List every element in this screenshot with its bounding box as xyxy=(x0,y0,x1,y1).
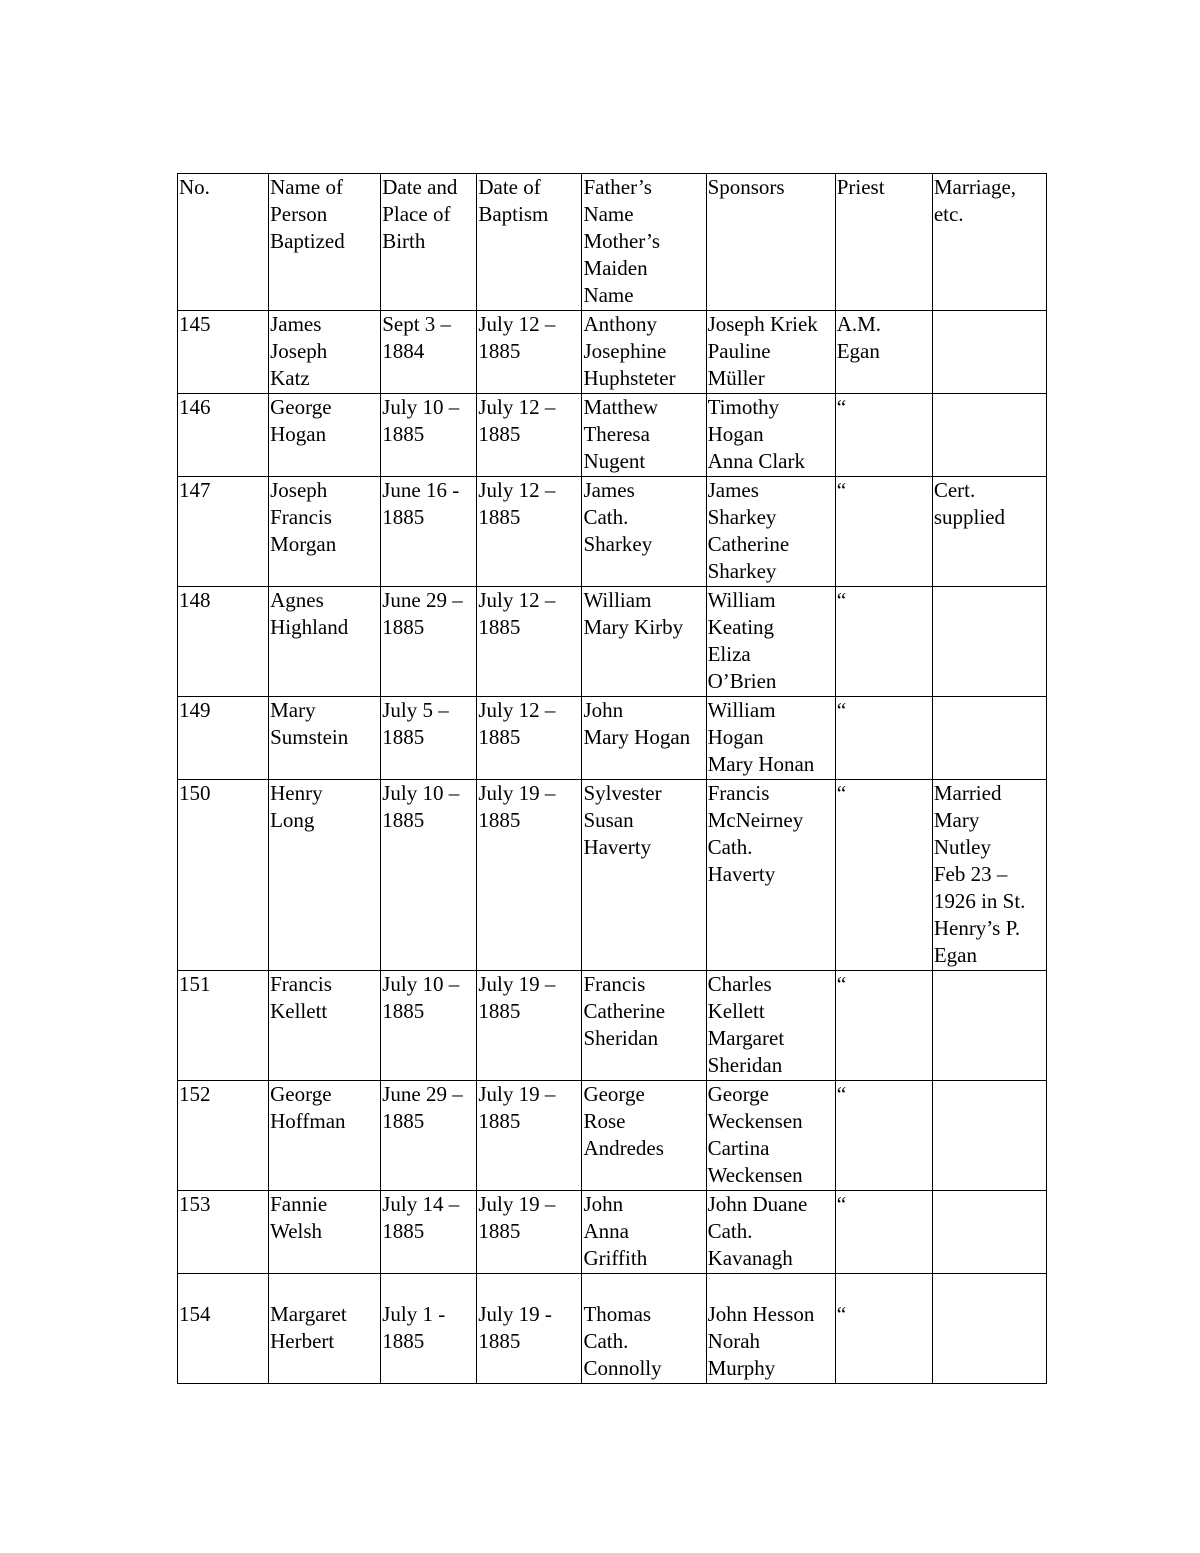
cell-baptism: July 19 – 1885 xyxy=(477,971,582,1081)
cell-baptism: July 19 - 1885 xyxy=(477,1274,582,1384)
cell-sponsors: Timothy Hogan Anna Clark xyxy=(706,394,835,477)
header-baptism: Date of Baptism xyxy=(477,174,582,311)
cell-marriage xyxy=(932,394,1046,477)
cell-priest: “ xyxy=(835,394,932,477)
cell-marriage xyxy=(932,311,1046,394)
header-no: No. xyxy=(178,174,269,311)
table-row xyxy=(178,394,1047,477)
cell-sponsors: Joseph Kriek Pauline Müller xyxy=(706,311,835,394)
table-row xyxy=(178,1191,1047,1274)
table-row xyxy=(178,697,1047,780)
cell-parents: John Anna Griffith xyxy=(582,1191,706,1274)
cell-baptism: July 19 – 1885 xyxy=(477,1081,582,1191)
cell-marriage xyxy=(932,1274,1046,1384)
cell-baptism: July 12 – 1885 xyxy=(477,394,582,477)
cell-no: 149 xyxy=(178,697,269,780)
cell-birth: July 10 – 1885 xyxy=(381,780,477,971)
cell-name: George Hogan xyxy=(269,394,381,477)
cell-baptism: July 12 – 1885 xyxy=(477,311,582,394)
header-row xyxy=(178,174,1047,311)
cell-baptism: July 19 – 1885 xyxy=(477,780,582,971)
cell-priest: “ xyxy=(835,477,932,587)
cell-marriage xyxy=(932,971,1046,1081)
cell-marriage xyxy=(932,587,1046,697)
cell-birth: July 10 – 1885 xyxy=(381,971,477,1081)
cell-marriage xyxy=(932,1191,1046,1274)
cell-sponsors: William Keating Eliza O’Brien xyxy=(706,587,835,697)
cell-baptism: July 12 – 1885 xyxy=(477,587,582,697)
cell-no: 152 xyxy=(178,1081,269,1191)
table-row xyxy=(178,587,1047,697)
cell-name: Fannie Welsh xyxy=(269,1191,381,1274)
cell-parents: Francis Catherine Sheridan xyxy=(582,971,706,1081)
baptism-register-table xyxy=(177,173,1047,1384)
cell-parents: Sylvester Susan Haverty xyxy=(582,780,706,971)
cell-priest: “ xyxy=(835,1081,932,1191)
cell-birth: June 29 – 1885 xyxy=(381,587,477,697)
cell-no: 146 xyxy=(178,394,269,477)
cell-no: 151 xyxy=(178,971,269,1081)
cell-no: 145 xyxy=(178,311,269,394)
cell-priest: “ xyxy=(835,697,932,780)
header-birth: Date and Place of Birth xyxy=(381,174,477,311)
table-row xyxy=(178,971,1047,1081)
cell-no: 147 xyxy=(178,477,269,587)
cell-no: 154 xyxy=(178,1274,269,1384)
register-body xyxy=(178,311,1047,1384)
cell-parents: Anthony Josephine Huphsteter xyxy=(582,311,706,394)
cell-priest: “ xyxy=(835,587,932,697)
table-row xyxy=(178,1081,1047,1191)
cell-sponsors: Charles Kellett Margaret Sheridan xyxy=(706,971,835,1081)
cell-name: James Joseph Katz xyxy=(269,311,381,394)
table-row xyxy=(178,780,1047,971)
cell-parents: James Cath. Sharkey xyxy=(582,477,706,587)
cell-no: 153 xyxy=(178,1191,269,1274)
cell-priest: “ xyxy=(835,780,932,971)
cell-no: 148 xyxy=(178,587,269,697)
cell-baptism: July 12 – 1885 xyxy=(477,477,582,587)
cell-birth: Sept 3 – 1884 xyxy=(381,311,477,394)
cell-birth: July 5 – 1885 xyxy=(381,697,477,780)
cell-sponsors: John Hesson Norah Murphy xyxy=(706,1274,835,1384)
cell-sponsors: Francis McNeirney Cath. Haverty xyxy=(706,780,835,971)
table-row xyxy=(178,477,1047,587)
cell-birth: July 10 – 1885 xyxy=(381,394,477,477)
header-priest: Priest xyxy=(835,174,932,311)
cell-birth: June 16 - 1885 xyxy=(381,477,477,587)
cell-no: 150 xyxy=(178,780,269,971)
cell-sponsors: James Sharkey Catherine Sharkey xyxy=(706,477,835,587)
cell-name: Margaret Herbert xyxy=(269,1274,381,1384)
cell-parents: Thomas Cath. Connolly xyxy=(582,1274,706,1384)
cell-parents: Matthew Theresa Nugent xyxy=(582,394,706,477)
cell-birth: June 29 – 1885 xyxy=(381,1081,477,1191)
table-row xyxy=(178,311,1047,394)
cell-parents: John Mary Hogan xyxy=(582,697,706,780)
cell-marriage: Cert. supplied xyxy=(932,477,1046,587)
cell-birth: July 1 - 1885 xyxy=(381,1274,477,1384)
cell-name: Joseph Francis Morgan xyxy=(269,477,381,587)
cell-name: Henry Long xyxy=(269,780,381,971)
cell-marriage: Married Mary Nutley Feb 23 – 1926 in St. Henry’s P. Egan xyxy=(932,780,1046,971)
table-row xyxy=(178,1274,1047,1384)
cell-priest: “ xyxy=(835,971,932,1081)
cell-marriage xyxy=(932,697,1046,780)
header-sponsors: Sponsors xyxy=(706,174,835,311)
cell-parents: William Mary Kirby xyxy=(582,587,706,697)
cell-name: Agnes Highland xyxy=(269,587,381,697)
header-parents: Father’s Name Mother’s Maiden Name xyxy=(582,174,706,311)
cell-baptism: July 12 – 1885 xyxy=(477,697,582,780)
cell-name: Mary Sumstein xyxy=(269,697,381,780)
header-marriage: Marriage, etc. xyxy=(932,174,1046,311)
cell-baptism: July 19 – 1885 xyxy=(477,1191,582,1274)
cell-priest: A.M. Egan xyxy=(835,311,932,394)
cell-name: Francis Kellett xyxy=(269,971,381,1081)
header-name: Name of Person Baptized xyxy=(269,174,381,311)
cell-sponsors: William Hogan Mary Honan xyxy=(706,697,835,780)
cell-birth: July 14 – 1885 xyxy=(381,1191,477,1274)
cell-name: George Hoffman xyxy=(269,1081,381,1191)
cell-sponsors: George Weckensen Cartina Weckensen xyxy=(706,1081,835,1191)
cell-priest: “ xyxy=(835,1191,932,1274)
cell-parents: George Rose Andredes xyxy=(582,1081,706,1191)
cell-priest: “ xyxy=(835,1274,932,1384)
cell-sponsors: John Duane Cath. Kavanagh xyxy=(706,1191,835,1274)
cell-marriage xyxy=(932,1081,1046,1191)
